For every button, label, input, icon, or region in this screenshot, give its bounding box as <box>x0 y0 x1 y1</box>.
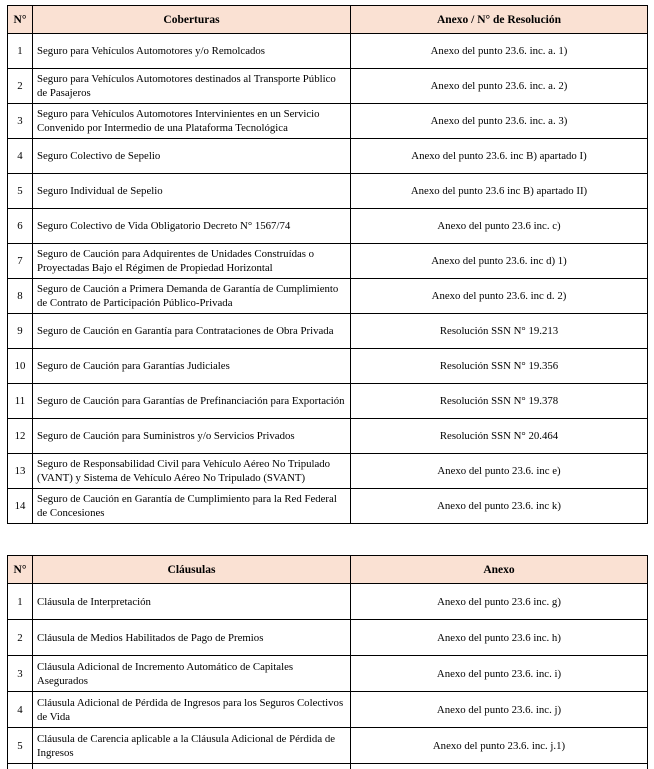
clausulas-table-body <box>8 584 648 764</box>
anexo-cell: Anexo del punto 23.6. inc d) 1) <box>351 244 648 279</box>
table1-row <box>8 174 648 209</box>
anexo-cell: Anexo del punto 23.6 inc. h) <box>351 620 648 656</box>
row-number-cell: 2 <box>8 69 33 104</box>
clausulas-header-row <box>8 556 648 584</box>
row-number-cell: 4 <box>8 139 33 174</box>
partial-anexo-cell <box>351 764 648 769</box>
table1-row <box>8 34 648 69</box>
table1-row <box>8 104 648 139</box>
clausulas-header-anexo: Anexo <box>351 556 648 584</box>
anexo-cell: Anexo del punto 23.6. inc k) <box>351 489 648 524</box>
cobertura-cell: Seguro de Caución en Garantía de Cumplimiento para la Red Federal de Concesiones <box>33 489 351 524</box>
row-number-cell: 1 <box>8 34 33 69</box>
anexo-cell: Anexo del punto 23.6. inc. a. 2) <box>351 69 648 104</box>
cobertura-cell: Seguro de Caución en Garantía para Contrataciones de Obra Privada <box>33 314 351 349</box>
row-number-cell: 14 <box>8 489 33 524</box>
coberturas-header-title: Coberturas <box>33 6 351 34</box>
clausulas-partial-row <box>8 764 648 769</box>
cobertura-cell: Seguro de Caución para Garantías de Prefinanciación para Exportación <box>33 384 351 419</box>
table2-row <box>8 656 648 692</box>
anexo-cell: Anexo del punto 23.6. inc. j.1) <box>351 728 648 764</box>
table1-row <box>8 454 648 489</box>
table2-row <box>8 584 648 620</box>
anexo-cell: Resolución SSN N° 20.464 <box>351 419 648 454</box>
clausulas-partial-row-group <box>8 764 648 769</box>
anexo-cell: Anexo del punto 23.6. inc. a. 3) <box>351 104 648 139</box>
clausula-cell: Cláusula Adicional de Incremento Automático de Capitales Asegurados <box>33 656 351 692</box>
table1-row <box>8 419 648 454</box>
cobertura-cell: Seguro Colectivo de Sepelio <box>33 139 351 174</box>
coberturas-table-body <box>8 34 648 524</box>
clausulas-header-title: Cláusulas <box>33 556 351 584</box>
row-number-cell: 11 <box>8 384 33 419</box>
table1-row <box>8 139 648 174</box>
table1-row <box>8 244 648 279</box>
coberturas-table <box>7 5 648 524</box>
cobertura-cell: Seguro para Vehículos Automotores y/o Remolcados <box>33 34 351 69</box>
table1-row <box>8 489 648 524</box>
row-number-cell: 13 <box>8 454 33 489</box>
row-number-cell: 10 <box>8 349 33 384</box>
anexo-cell: Anexo del punto 23.6. inc. i) <box>351 656 648 692</box>
anexo-cell: Resolución SSN N° 19.378 <box>351 384 648 419</box>
clausulas-header-num: N° <box>8 556 33 584</box>
table1-row <box>8 349 648 384</box>
anexo-cell: Anexo del punto 23.6 inc. g) <box>351 584 648 620</box>
table1-row <box>8 279 648 314</box>
coberturas-header-row <box>8 6 648 34</box>
cobertura-cell: Seguro para Vehículos Automotores destinados al Transporte Público de Pasajeros <box>33 69 351 104</box>
partial-desc-cell <box>33 764 351 769</box>
row-number-cell: 12 <box>8 419 33 454</box>
table1-row <box>8 209 648 244</box>
table1-row <box>8 314 648 349</box>
row-number-cell: 8 <box>8 279 33 314</box>
cobertura-cell: Seguro de Responsabilidad Civil para Vehículo Aéreo No Tripulado (VANT) y Sistema de Vehículo Aéreo No Tripulado (SVANT) <box>33 454 351 489</box>
clausula-cell: Cláusula de Medios Habilitados de Pago de Premios <box>33 620 351 656</box>
cobertura-cell: Seguro para Vehículos Automotores Intervinientes en un Servicio Convenido por Intermedio de una Plataforma Tecnológica <box>33 104 351 139</box>
table2-row <box>8 728 648 764</box>
anexo-cell: Anexo del punto 23.6 inc B) apartado II) <box>351 174 648 209</box>
clausula-cell: Cláusula Adicional de Pérdida de Ingresos para los Seguros Colectivos de Vida <box>33 692 351 728</box>
cobertura-cell: Seguro Individual de Sepelio <box>33 174 351 209</box>
cobertura-cell: Seguro de Caución para Adquirentes de Unidades Construídas o Proyectadas Bajo el Régimen de Propiedad Horizontal <box>33 244 351 279</box>
row-number-cell: 4 <box>8 692 33 728</box>
table2-row <box>8 692 648 728</box>
anexo-cell: Anexo del punto 23.6. inc e) <box>351 454 648 489</box>
row-number-cell: 3 <box>8 104 33 139</box>
coberturas-header-anexo: Anexo / N° de Resolución <box>351 6 648 34</box>
anexo-cell: Anexo del punto 23.6. inc d. 2) <box>351 279 648 314</box>
table2-row <box>8 620 648 656</box>
row-number-cell: 5 <box>8 174 33 209</box>
row-number-cell: 9 <box>8 314 33 349</box>
clausulas-table <box>7 555 648 769</box>
row-number-cell: 7 <box>8 244 33 279</box>
cobertura-cell: Seguro de Caución a Primera Demanda de Garantía de Cumplimiento de Contrato de Participación Público-Privada <box>33 279 351 314</box>
clausula-cell: Cláusula de Carencia aplicable a la Cláusula Adicional de Pérdida de Ingresos <box>33 728 351 764</box>
row-number-cell: 5 <box>8 728 33 764</box>
anexo-cell: Anexo del punto 23.6. inc. j) <box>351 692 648 728</box>
row-number-cell: 3 <box>8 656 33 692</box>
table1-row <box>8 384 648 419</box>
row-number-cell: 6 <box>8 209 33 244</box>
clausula-cell: Cláusula de Interpretación <box>33 584 351 620</box>
row-number-cell: 1 <box>8 584 33 620</box>
anexo-cell: Anexo del punto 23.6. inc. a. 1) <box>351 34 648 69</box>
row-number-cell: 2 <box>8 620 33 656</box>
table1-row <box>8 69 648 104</box>
cobertura-cell: Seguro de Caución para Garantías Judiciales <box>33 349 351 384</box>
partial-num-cell <box>8 764 33 769</box>
anexo-cell: Anexo del punto 23.6 inc. c) <box>351 209 648 244</box>
cobertura-cell: Seguro Colectivo de Vida Obligatorio Decreto N° 1567/74 <box>33 209 351 244</box>
cobertura-cell: Seguro de Caución para Suministros y/o Servicios Privados <box>33 419 351 454</box>
coberturas-header-num: N° <box>8 6 33 34</box>
anexo-cell: Anexo del punto 23.6. inc B) apartado I) <box>351 139 648 174</box>
anexo-cell: Resolución SSN N° 19.213 <box>351 314 648 349</box>
anexo-cell: Resolución SSN N° 19.356 <box>351 349 648 384</box>
